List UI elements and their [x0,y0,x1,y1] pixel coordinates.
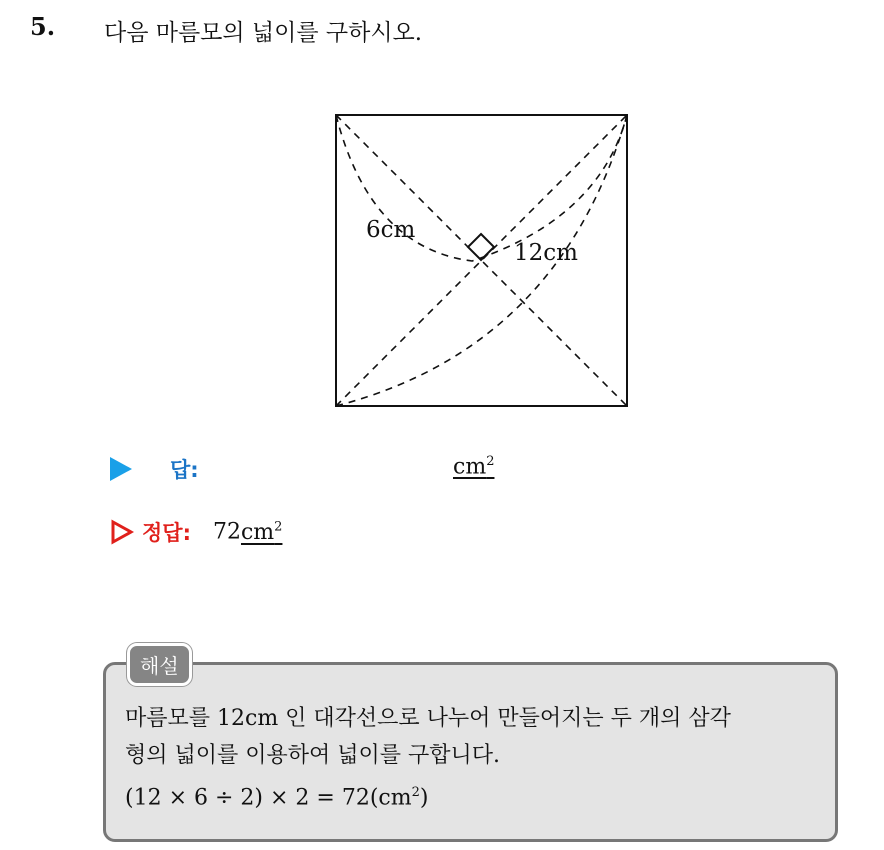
correct-unit-base: cm [240,519,275,545]
answer-blank-unit[interactable] [453,454,494,479]
correct-value: 72 [212,519,241,545]
correct-label: 정답: [142,521,191,545]
rhombus-figure [330,108,632,412]
outline-play-marker-icon [110,519,134,545]
explanation-line-1: 마름모를 12cm 인 대각선으로 나누어 만들어지는 두 개의 삼각 [125,706,731,731]
question-number: 5. [30,12,56,41]
answer-label: 답: [170,458,199,482]
correct-value-group [213,519,282,544]
explanation-text [125,700,830,816]
play-marker-icon [110,457,132,481]
explanation-formula [125,774,830,816]
explanation-tag: 해설 [127,643,192,686]
label-12cm: 12cm [514,240,578,266]
correct-unit-exp: 2 [274,519,283,535]
formula-exp: 2 [411,785,420,800]
formula-main: (12 × 6 ÷ 2) × 2 = 72(cm [125,785,412,811]
answer-unit-base: cm [453,454,487,480]
answer-row [110,454,199,484]
correct-answer-row [110,517,282,547]
explanation-line-2: 형의 넓이를 이용하여 넓이를 구합니다. [125,743,500,768]
question-text: 다음 마름모의 넓이를 구하시오. [104,20,423,46]
formula-end: ) [419,785,429,811]
right-angle-mark [468,234,494,260]
label-6cm: 6cm [366,217,416,243]
correct-unit [241,520,282,545]
answer-unit-exp: 2 [486,454,495,469]
